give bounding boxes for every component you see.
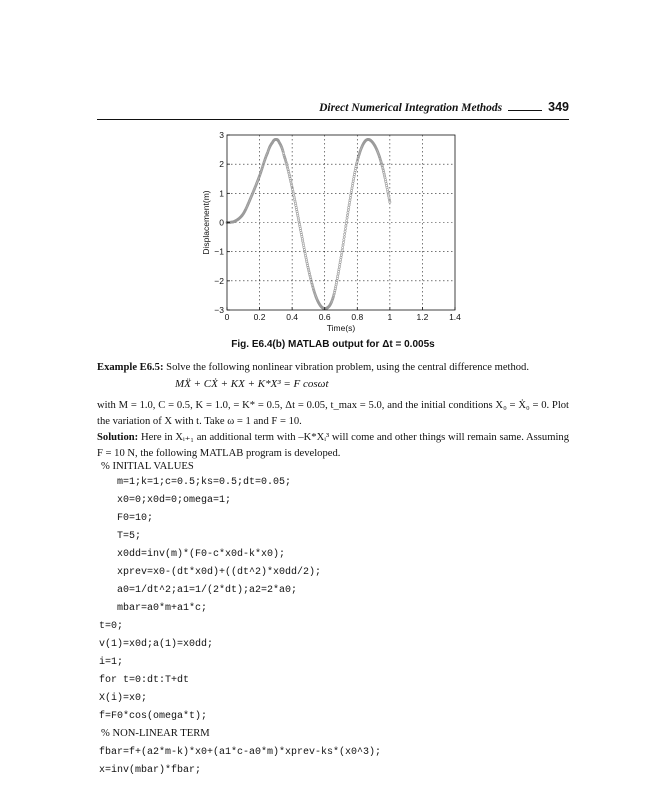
- series-point: [341, 252, 343, 254]
- series-point: [348, 204, 350, 206]
- comment-nonlinear-term: % NON-LINEAR TERM: [101, 728, 210, 739]
- code-line: F0=10;: [117, 513, 154, 524]
- series-point: [302, 244, 304, 246]
- chart-ticks: [214, 130, 461, 322]
- y-tick-label: 1: [219, 188, 224, 199]
- code-line: t=0;: [99, 621, 124, 632]
- equation: MẌ + CẊ + KX + K*X³ = F cosωt: [175, 378, 329, 390]
- series-point: [340, 254, 342, 256]
- series-point: [337, 273, 339, 275]
- y-tick-label: 2: [219, 159, 224, 170]
- series-point: [348, 206, 350, 208]
- series-point: [351, 185, 353, 187]
- example-paragraph: with M = 1.0, C = 0.5, K = 1.0, = K* = 0.5, Δt = 0.05, t_max = 5.0, and the initial conditions X₀ = Ẋ₀ = 0. Plot the variation of X with t. Take ω = 1 and F = 10.: [97, 400, 569, 427]
- x-tick-label: 0.8: [351, 312, 364, 322]
- code-line: x=inv(mbar)*fbar;: [99, 765, 202, 776]
- series-point: [343, 239, 345, 241]
- series-point: [301, 236, 303, 238]
- series-point: [302, 240, 304, 242]
- series-point: [343, 236, 345, 238]
- series-point: [341, 249, 343, 251]
- series-point: [336, 277, 338, 279]
- figure-caption: Fig. E6.4(b) MATLAB output for Δt = 0.005s: [231, 339, 435, 350]
- series-point: [352, 180, 354, 182]
- series-point: [351, 187, 353, 189]
- series-point: [347, 209, 349, 211]
- y-tick-label: −1: [214, 246, 224, 257]
- series-point: [350, 189, 352, 191]
- series-point: [345, 222, 347, 224]
- x-axis-label: Time(s): [326, 323, 356, 333]
- series-point: [344, 233, 346, 235]
- series-point: [301, 238, 303, 240]
- series-point: [348, 201, 350, 203]
- plot-frame: [227, 135, 455, 310]
- x-tick-label: 1.2: [416, 312, 429, 322]
- series-point: [345, 225, 347, 227]
- running-head-dash: [508, 110, 542, 111]
- series-point: [342, 241, 344, 243]
- y-tick-label: −3: [214, 305, 224, 315]
- code-line: f=F0*cos(omega*t);: [99, 711, 208, 722]
- page-number: 349: [548, 100, 569, 114]
- solution-text: Here in Xᵢ₊₁ an additional term with –K*Xᵢ³ will come and other things will remain same. Assuming F = 10 N, the following MATLAB program is developed.: [97, 432, 570, 459]
- y-tick-label: −2: [214, 275, 224, 286]
- y-tick-label: 3: [219, 130, 224, 140]
- series-point: [353, 176, 355, 178]
- series-point: [337, 275, 339, 277]
- series-point: [346, 217, 348, 219]
- code-line: T=5;: [117, 531, 142, 542]
- series-point: [339, 261, 341, 263]
- series-point: [346, 219, 348, 221]
- example-label: Example E6.5:: [97, 362, 164, 373]
- series-point: [350, 192, 352, 194]
- series-point: [347, 211, 349, 213]
- solution-paragraph: [97, 430, 569, 462]
- code-line: X(i)=x0;: [99, 693, 148, 704]
- series-point: [337, 270, 339, 272]
- x-tick-label: 0: [224, 312, 230, 322]
- example-text: Solve the following nonlinear vibration problem, using the central difference method.: [166, 362, 530, 373]
- header-rule: [97, 119, 569, 120]
- code-line: m=1;k=1;c=0.5;ks=0.5;dt=0.05;: [117, 477, 292, 488]
- series-point: [338, 266, 340, 268]
- series-point: [302, 242, 304, 244]
- running-head: [97, 100, 569, 114]
- series-point: [352, 182, 354, 184]
- code-line: xprev=x0-(dt*x0d)+((dt^2)*x0dd/2);: [117, 567, 322, 578]
- x-tick-label: 1.4: [449, 312, 461, 322]
- series-point: [353, 178, 355, 180]
- comment-initial-values: % INITIAL VALUES: [101, 461, 194, 472]
- series-point: [339, 263, 341, 265]
- y-tick-label: 0: [219, 217, 224, 228]
- series-point: [340, 256, 342, 258]
- code-line: a0=1/dt^2;a1=1/(2*dt);a2=2*a0;: [117, 585, 298, 596]
- x-tick-label: 0.2: [253, 312, 266, 322]
- code-line: x0dd=inv(m)*(F0-c*x0d-k*x0);: [117, 549, 286, 560]
- series-point: [339, 259, 341, 261]
- series-point: [346, 214, 348, 216]
- series-point: [350, 194, 352, 196]
- code-line: i=1;: [99, 657, 124, 668]
- code-line: v(1)=x0d;a(1)=x0dd;: [99, 639, 214, 650]
- series-point: [349, 199, 351, 201]
- y-axis-label: Displacement(m): [201, 190, 211, 255]
- x-tick-label: 0.6: [318, 312, 331, 322]
- x-tick-label: 1: [387, 312, 393, 322]
- code-line: for t=0:dt:T+dt: [99, 675, 190, 686]
- series-point: [344, 228, 346, 230]
- series-point: [344, 230, 346, 232]
- series-point: [342, 244, 344, 246]
- displacement-chart: [190, 122, 480, 337]
- series-point: [342, 247, 344, 249]
- example-statement: [97, 360, 569, 376]
- code-line: mbar=a0*m+a1*c;: [117, 603, 208, 614]
- x-tick-label: 0.4: [286, 312, 299, 322]
- running-title: Direct Numerical Integration Methods: [319, 102, 503, 114]
- code-line: x0=0;x0d=0;omega=1;: [117, 495, 232, 506]
- series-point: [338, 268, 340, 270]
- series-point: [349, 197, 351, 199]
- solution-label: Solution:: [97, 432, 139, 443]
- code-line: fbar=f+(a2*m-k)*x0+(a1*c-a0*m)*xprev-ks*(x0^3);: [99, 747, 382, 758]
- chart-grid: [227, 135, 455, 310]
